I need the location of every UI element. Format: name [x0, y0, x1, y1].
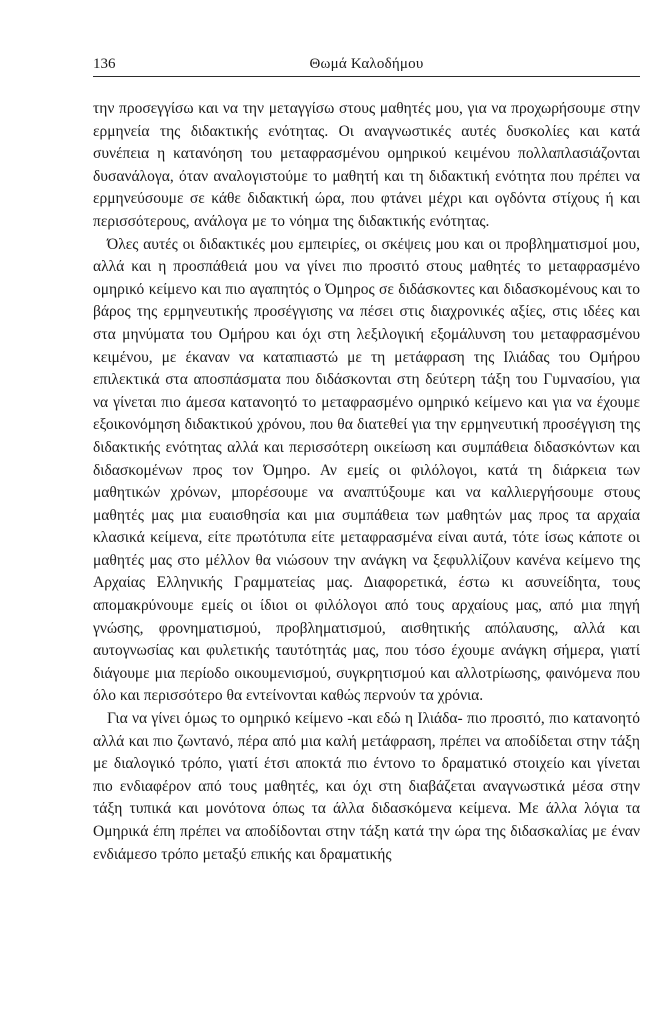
paragraph-experiences: Όλες αυτές οι διδακτικές μου εμπειρίες, οι σκέψεις μου και οι προβληματισμοί μου, αλλά και η προσπάθειά μου να γίνει πιο προσιτό στους μαθητές το μεταφρασμένο ομηρικό κείμενο και πιο αγαπητός ο Όμηρος σε διδάσκοντες και διδασκομένους και το βάρος της ερμηνευτικής προσέγγισης να πέσει στις διαχρονικές αξίες, στις ιδέες και στα μηνύματα του Ομήρου και όχι στη λεξιλογική εξομάλυνση του μεταφρασμένου κειμένου, με έκαναν να καταπιαστώ με τη μετάφραση της Ιλιάδας του Ομήρου επιλεκτικά στα αποσπάσματα που διδάσκονται στη δεύτερη τάξη του Γυμνασίου, για να γίνεται πιο άμεσα κατανοητό το μεταφρασμένο ομηρικό κείμενο και για να έχουμε εξοικονόμηση διδακτικού χρόνου, που θα διατεθεί για την ερμηνευτική προσέγγιση της διδακτικής ενότητας αλλά και περισσότερη οικείωση και συμπάθεια διδασκόντων και διδασκομένων προς τον Όμηρο. Αν εμείς οι φιλόλογοι, κατά τη διάρκεια των μαθητικών χρόνων, μπορέσουμε να αναπτύξουμε και να καλλιεργήσουμε στους μαθητές μας μια ευαισθησία και μια συμπάθεια των μαθητών μας προς τα αρχαία κλασικά κείμενα, είτε πρωτότυπα είτε μεταφρασμένα είναι αυτά, τότε ίσως κάποτε οι μαθητές μας στο μέλλον θα νιώσουν την ανάγκη να ξεφυλλίζουν κανένα κείμενο της Αρχαίας Ελληνικής Γραμματείας μας. Διαφορετικά, έστω κι ασυνείδητα, τους απομακρύνουμε εμείς οι ίδιοι οι φιλόλογοι από τους αρχαίους μας, από μια πηγή γνώσης, φρονηματισμού, προβληματισμού, αισθητικής απόλαυσης, αλλά και αυτογνωσίας και φυλετικής ταυτότητάς μας, που τόσο έχουμε ανάγκη σήμερα, γιατί διάγουμε μια περίοδο οικουμενισμού, συγκρητισμού και αλλοτρίωσης, φαινόμενα που όλο και περισσότερο θα εντείνονται καθώς περνούν τα χρόνια.: [93, 235, 640, 705]
page-number: 136: [93, 56, 116, 72]
running-header: [93, 54, 640, 77]
paragraph-dialogic-method: Για να γίνει όμως το ομηρικό κείμενο -και εδώ η Ιλιάδα- πιο προσιτό, πιο κατανοητό αλλά και πιο ζωντανό, πέρα από μια καλή μετάφραση, πρέπει να αποδίδεται στην τάξη με διαλογικό τρόπο, γιατί έτσι αποκτά πιο έντονο το δραματικό στοιχείο και γίνεται πιο ενδιαφέρον από τους μαθητές, και όχι στη διαβάζεται αναγνωστικά μέσα στην τάξη τυπικά και μονότονα όπως τα άλλα διδασκόμενα κείμενα. Με άλλα λόγια τα Ομηρικά έπη πρέπει να αποδίδονται στην τάξη κατά την ώρα της διδασκαλίας με έναν ενδιάμεσο τρόπο μεταξύ επικής και δραματικής: [93, 710, 640, 863]
body-text: [93, 98, 640, 866]
paragraph-continuation: την προσεγγίσω και να την μεταγγίσω στους μαθητές μου, για να προχωρήσουμε στην ερμηνεία της διδακτικής ενότητας. Οι αναγνωστικές αυτές δυσκολίες και κατά συνέπεια η κατανόηση του μεταφρασμένου ομηρικού κειμένου πολλαπλασιάζονται δυσανάλογα, όταν αναλογιστούμε το μαθητή και τη διδακτική ενότητα που πρέπει να ερμηνεύσουμε σε κάθε διδακτική ώρα, που φτάνει μέχρι και ογδόντα στίχους ή και περισσότερους, ανάλογα με το νόημα της διδακτικής ενότητας.: [93, 100, 640, 230]
running-title: Θωμά Καλοδήμου: [309, 56, 424, 72]
